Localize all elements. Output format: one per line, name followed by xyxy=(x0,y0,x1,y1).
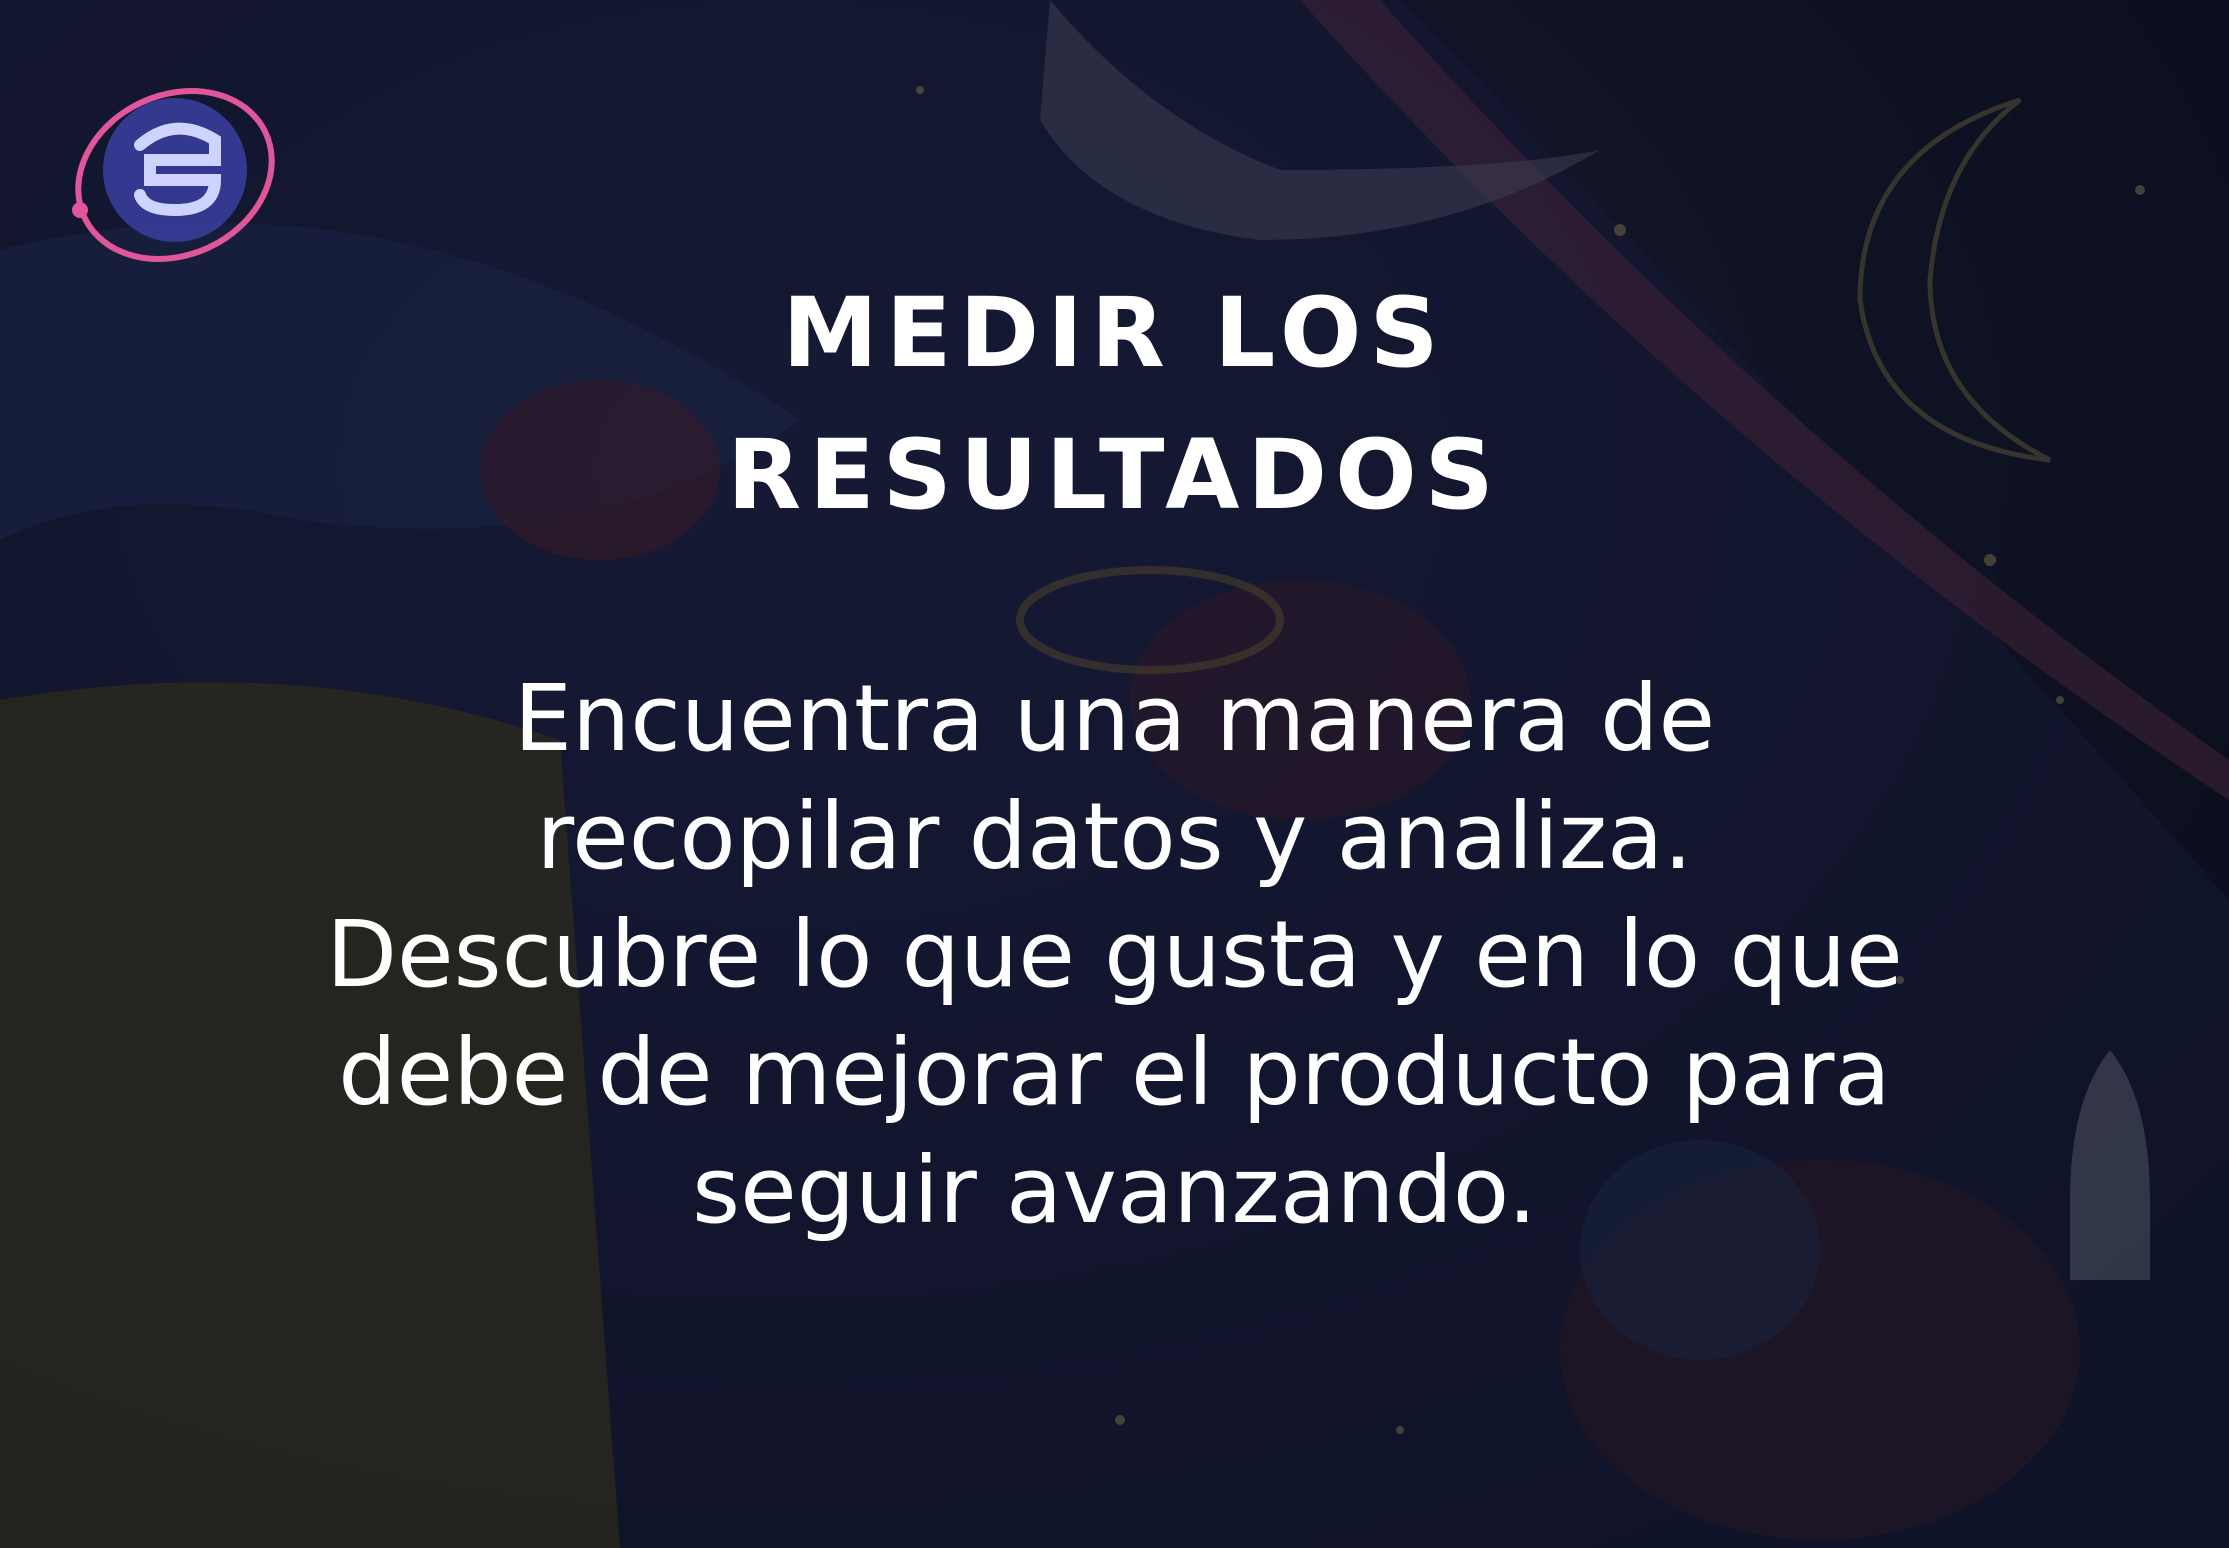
body-line: Encuentra una manera de xyxy=(513,665,1716,772)
title-line: MEDIR LOS xyxy=(782,277,1447,389)
slide-body xyxy=(160,660,2069,1250)
title-line: RESULTADOS xyxy=(727,419,1502,531)
slide-title xyxy=(0,262,2229,546)
body-line: seguir avanzando. xyxy=(692,1137,1537,1244)
orbit-logo-icon xyxy=(50,60,300,290)
body-line: Descubre lo que gusta y en lo que xyxy=(326,901,1903,1008)
body-line: recopilar datos y analiza. xyxy=(536,783,1693,890)
body-line: debe de mejorar el producto para xyxy=(338,1019,1891,1126)
